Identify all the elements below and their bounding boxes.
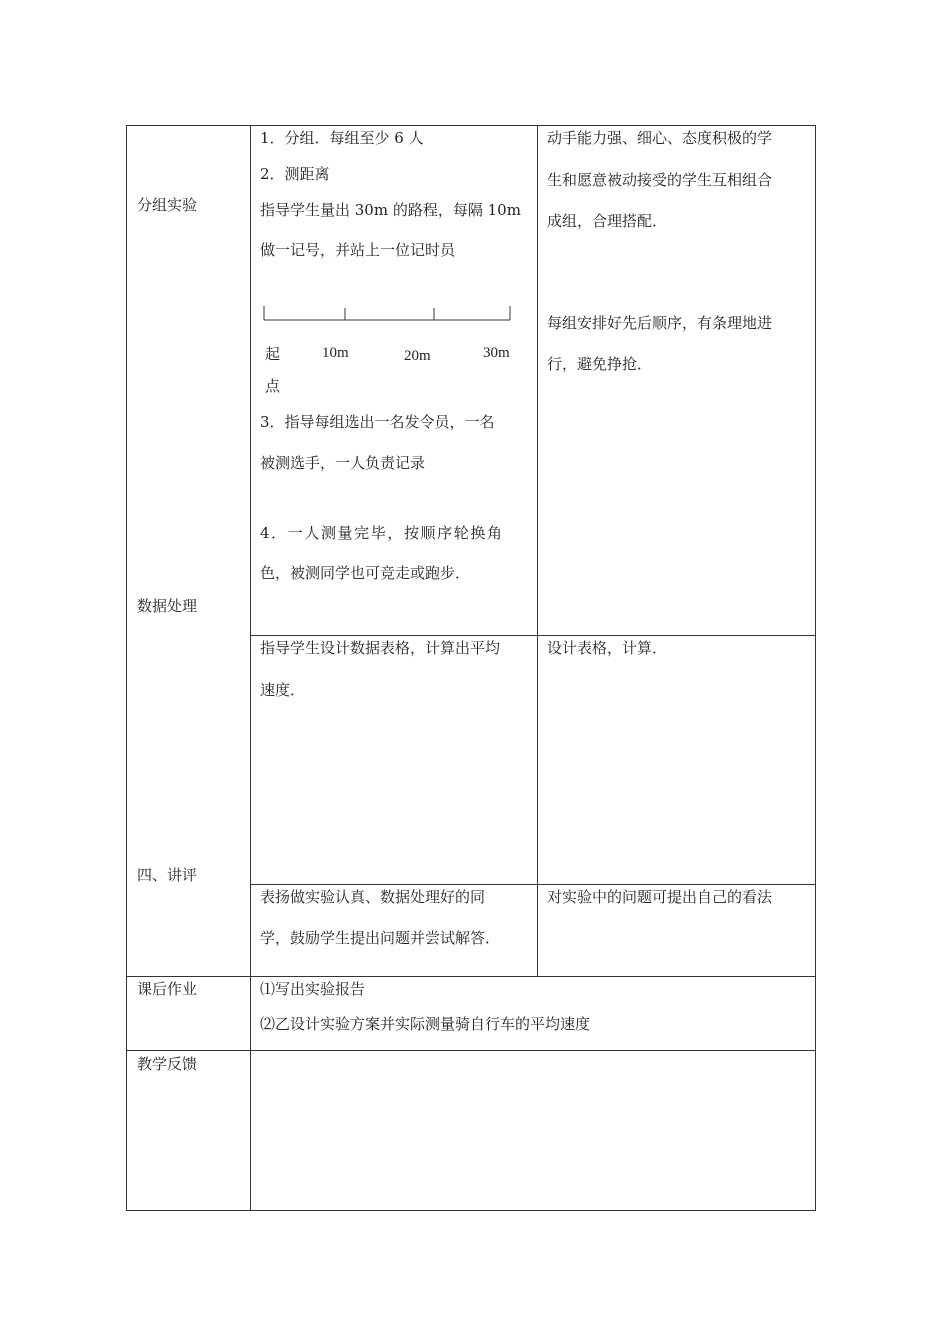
section-feedback: 教学反馈 — [137, 1055, 198, 1073]
teacher-step4-line2: 色，被测同学也可竞走或跑步． — [260, 564, 471, 582]
section-data-processing: 数据处理 — [137, 597, 198, 615]
teacher-step3-line1: 3．指导每组选出一名发令员，一名 — [260, 413, 495, 431]
student-order-line1: 每组安排好先后顺序，有条理地进 — [547, 314, 773, 332]
ruler-label-10m: 10m — [322, 345, 349, 361]
section-review: 四、讲评 — [137, 866, 198, 884]
distance-ruler-diagram — [258, 300, 518, 330]
section-group-experiment: 分组实验 — [137, 196, 198, 214]
section-homework: 课后作业 — [137, 980, 198, 998]
homework-item-1: ⑴写出实验报告 — [260, 980, 366, 998]
lesson-table — [126, 125, 816, 1211]
teacher-step2-line1: 指导学生量出 30m 的路程，每隔 10m — [260, 201, 521, 219]
student-review: 对实验中的问题可提出自己的看法 — [547, 888, 773, 906]
teacher-step2: 2．测距离 — [260, 165, 330, 183]
teacher-step3-line2: 被测选手，一人负责记录 — [260, 454, 426, 472]
teacher-step1: 1．分组．每组至少 6 人 — [260, 129, 424, 147]
teacher-data-line2: 速度． — [260, 681, 306, 699]
student-group-line3: 成组，合理搭配． — [547, 212, 668, 230]
teacher-data-line1: 指导学生设计数据表格，计算出平均 — [260, 639, 501, 657]
student-order-line2: 行，避免挣抢． — [547, 355, 653, 373]
feedback-content-cell — [251, 1051, 815, 1210]
ruler-label-30m: 30m — [483, 345, 510, 361]
row-divider-homework — [126, 976, 816, 977]
student-group-line1: 动手能力强、细心、态度积极的学 — [547, 129, 773, 147]
ruler-start-label-1: 起 — [265, 345, 281, 363]
column-divider-right — [537, 125, 538, 976]
student-data: 设计表格，计算． — [547, 639, 668, 657]
teacher-review-line1: 表扬做实验认真、数据处理好的同 — [260, 888, 486, 906]
row-divider-review — [250, 884, 816, 885]
student-group-line2: 生和愿意被动接受的学生互相组合 — [547, 171, 773, 189]
column-divider-left — [250, 125, 251, 1211]
teacher-step2-line2: 做一记号，并站上一位记时员 — [260, 241, 456, 259]
ruler-start-label-2: 点 — [265, 377, 281, 395]
teacher-step4-line1: 4．一人测量完毕，按顺序轮换角 — [260, 524, 504, 542]
row-divider-data — [250, 635, 816, 636]
homework-item-2: ⑵乙设计实验方案并实际测量骑自行车的平均速度 — [260, 1015, 591, 1033]
teacher-review-line2: 学，鼓励学生提出问题并尝试解答． — [260, 929, 501, 947]
ruler-label-20m: 20m — [404, 348, 431, 364]
